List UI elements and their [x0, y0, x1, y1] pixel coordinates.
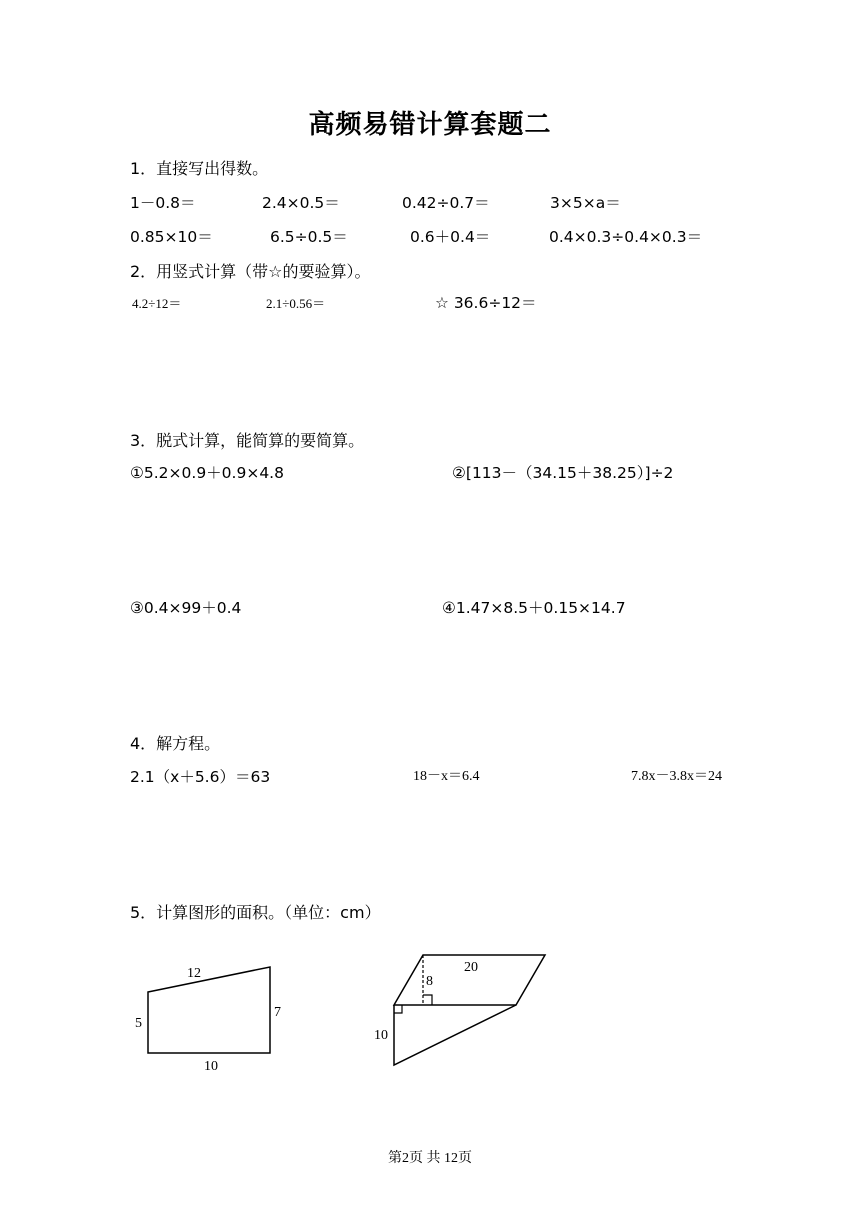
- q4-heading: 4．解方程。: [130, 734, 221, 753]
- composite-figure: [365, 945, 555, 1075]
- q3-item: ④1.47×8.5＋0.15×14.7: [442, 599, 626, 617]
- q4-item: 18－x＝6.4: [413, 769, 480, 784]
- q3-heading: 3．脱式计算，能简算的要简算。: [130, 431, 365, 450]
- q1-item: 0.6＋0.4＝: [410, 228, 491, 246]
- fig2-left-label: 10: [374, 1028, 388, 1043]
- fig1-bottom-label: 10: [204, 1059, 218, 1074]
- q4-item: 7.8x－3.8x＝24: [631, 769, 722, 784]
- q1-item: 6.5÷0.5＝: [270, 228, 348, 246]
- page-title: 高频易错计算套题二: [308, 110, 552, 140]
- q2-item: 2.1÷0.56＝: [266, 296, 326, 311]
- fig1-left-label: 5: [135, 1016, 142, 1031]
- fig1-top-label: 12: [187, 966, 201, 981]
- q1-item: 2.4×0.5＝: [262, 194, 340, 212]
- q3-item: ①5.2×0.9＋0.9×4.8: [130, 464, 284, 482]
- q1-item: 0.42÷0.7＝: [402, 194, 490, 212]
- fig1-right-label: 7: [274, 1005, 281, 1020]
- page-footer: 第2页 共 12页: [388, 1151, 472, 1166]
- q5-heading: 5．计算图形的面积。（单位：cm）: [130, 903, 381, 922]
- q2-item: 4.2÷12＝: [132, 296, 182, 311]
- q2-heading: 2．用竖式计算（带☆的要验算）。: [130, 262, 371, 281]
- q3-item: ②[113－（34.15＋38.25）]÷2: [452, 464, 674, 482]
- fig2-height-label: 8: [426, 974, 433, 989]
- q3-item: ③0.4×99＋0.4: [130, 599, 242, 617]
- trapezoid-figure: [120, 955, 300, 1080]
- q2-item: ☆ 36.6÷12＝: [435, 294, 537, 312]
- q1-item: 1－0.8＝: [130, 194, 196, 212]
- q1-heading: 1．直接写出得数。: [130, 159, 269, 178]
- q1-item: 0.4×0.3÷0.4×0.3＝: [549, 228, 703, 246]
- q1-item: 3×5×a＝: [550, 194, 621, 212]
- q4-item: 2.1（x＋5.6）＝63: [130, 768, 271, 786]
- q1-item: 0.85×10＝: [130, 228, 213, 246]
- fig2-top-label: 20: [464, 960, 478, 975]
